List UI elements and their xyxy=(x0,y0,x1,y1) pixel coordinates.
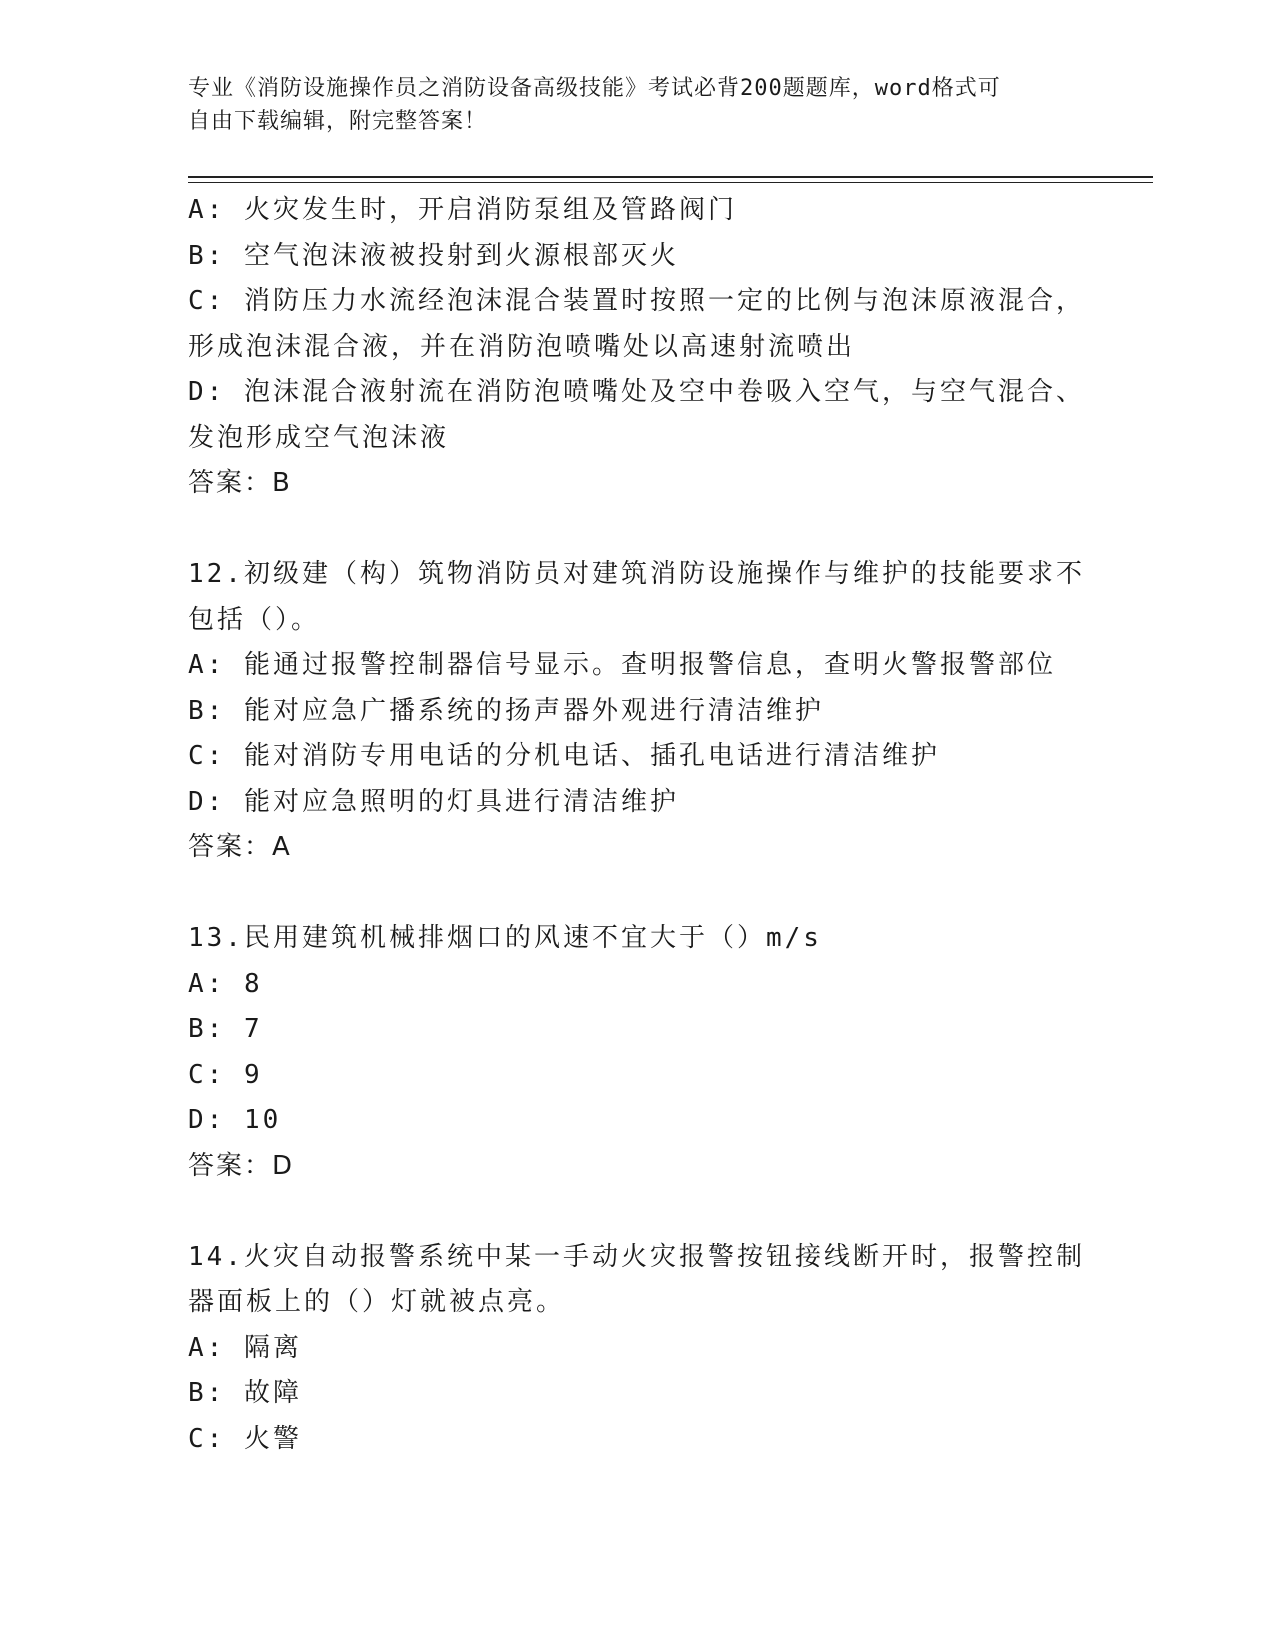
document-header xyxy=(188,72,1088,138)
option-a: A: 隔离 xyxy=(188,1332,302,1363)
option-c: C: 火警 xyxy=(188,1423,302,1454)
question-stem-line-2: 器面板上的（）灯就被点亮。 xyxy=(188,1287,566,1317)
question-block-11 xyxy=(188,188,1088,507)
answer-label: 答案：D xyxy=(188,1150,295,1181)
answer-label: 答案：A xyxy=(188,832,292,862)
option-d-line-1: D: 泡沫混合液射流在消防泡喷嘴处及空中卷吸入空气，与空气混合、 xyxy=(188,377,1085,407)
spacer xyxy=(188,1189,1088,1235)
question-stem: 13.民用建筑机械排烟口的风速不宜大于（）m/s xyxy=(188,923,822,953)
option-c: C: 能对消防专用电话的分机电话、插孔电话进行清洁维护 xyxy=(188,741,940,771)
option-c-line-2: 形成泡沫混合液，并在消防泡喷嘴处以高速射流喷出 xyxy=(188,331,856,362)
question-block-12 xyxy=(188,552,1088,871)
header-divider-thin xyxy=(188,182,1153,183)
option-b: B: 7 xyxy=(188,1014,263,1044)
question-stem-line-1: 12.初级建（构）筑物消防员对建筑消防设施操作与维护的技能要求不 xyxy=(188,559,1085,589)
answer-label: 答案：B xyxy=(188,468,292,498)
option-a: A: 火灾发生时，开启消防泵组及管路阀门 xyxy=(188,195,737,225)
option-a: A: 8 xyxy=(188,968,263,999)
header-line-1: 专业《消防设施操作员之消防设备高级技能》考试必背200题题库，word格式可 xyxy=(188,76,1001,101)
option-b: B: 故障 xyxy=(188,1378,302,1408)
option-a: A: 能通过报警控制器信号显示。查明报警信息，查明火警报警部位 xyxy=(188,650,1056,680)
question-stem-line-2: 包括（）。 xyxy=(188,604,321,635)
option-d-line-2: 发泡形成空气泡沫液 xyxy=(188,422,450,453)
header-line-2: 自由下载编辑，附完整答案！ xyxy=(188,109,488,134)
option-c-line-1: C: 消防压力水流经泡沫混合装置时按照一定的比例与泡沫原液混合， xyxy=(188,286,1085,316)
option-c: C: 9 xyxy=(188,1059,263,1090)
spacer xyxy=(188,507,1088,553)
question-block-13 xyxy=(188,916,1088,1189)
option-d: D: 10 xyxy=(188,1105,282,1135)
option-b: B: 能对应急广播系统的扬声器外观进行清洁维护 xyxy=(188,695,824,726)
question-content xyxy=(188,188,1088,1462)
option-d: D: 能对应急照明的灯具进行清洁维护 xyxy=(188,786,679,817)
header-divider-thick xyxy=(188,176,1153,178)
question-block-14 xyxy=(188,1235,1088,1463)
option-b: B: 空气泡沫液被投射到火源根部灭火 xyxy=(188,240,679,271)
question-stem-line-1: 14.火灾自动报警系统中某一手动火灾报警按钮接线断开时，报警控制 xyxy=(188,1241,1085,1272)
spacer xyxy=(188,871,1088,917)
